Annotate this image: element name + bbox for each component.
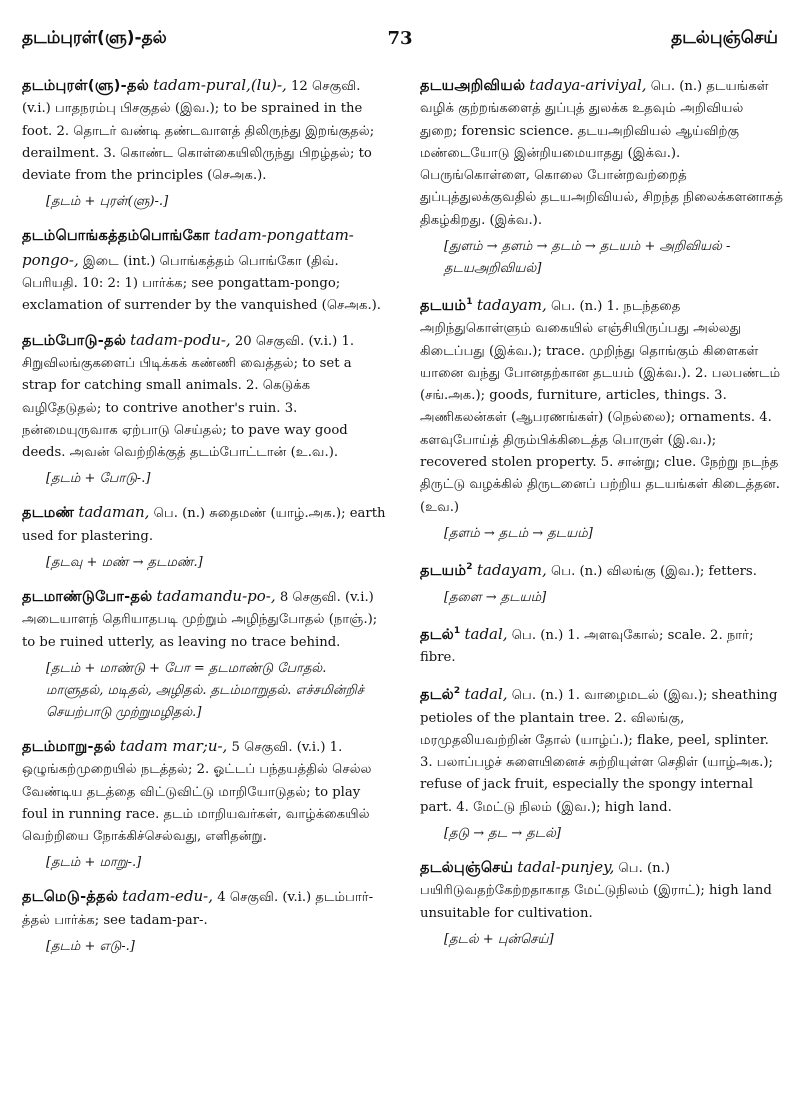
dictionary-entry bbox=[420, 74, 784, 280]
definition: பெ. (n.) 1. அளவுகோல்; scale. 2. நார்; fibre. bbox=[420, 627, 754, 666]
headword: தடல்புஞ்செய் bbox=[420, 860, 514, 877]
etymology: [தடம் + புரள்(ளு)-.] bbox=[46, 194, 169, 210]
headword: தடயஅறிவியல் bbox=[420, 78, 526, 94]
dictionary-entry bbox=[420, 856, 784, 951]
definition: 5 செகுவி. (v.i.) 1. ஒழுங்கற்முறையில் நடத்தல்; 2. ஓட்டப் பந்தயத்தில் செல்ல வேண்டிய தடத்தை விட்டுவிட்டு மாறியோடுதல்; to play foul in running race. தடம் மாறியவர்கள், வாழ்க்கையில் வெற்றியை நோக்கிச்செல்வது, எளிதன்று. bbox=[22, 739, 372, 845]
definition: 4 செகுவி. (v.i.) தடம்பார்-த்தல் பார்க்க; see tadam-par-. bbox=[22, 890, 374, 928]
definition: பெ. (n.) தடயங்கள் வழிக் குற்றங்களைத் துப்புத் துலக்க உதவும் அறிவியல் துறை; forensic science. தடயஅறிவியல் ஆய்விற்கு மண்டையோடு இன்றியமையாதது (இக்வ.). பெருங்கொள்ளை, கொலை போன்றவற்றைத் துப்புத்துலக்குவதில் தடயஅறிவியல், சிறந்த நிலைக்களனாகத் திகழ்கிறது. (இக்வ.). bbox=[420, 79, 784, 228]
etymology: [தடம் + எடு-.] bbox=[46, 939, 135, 955]
transliteration: tadamandu-po-, bbox=[156, 587, 276, 606]
dictionary-entry bbox=[22, 74, 386, 213]
etymology: [தடு → தட → தடல்] bbox=[444, 826, 561, 842]
headword: தடயம்$^2$ bbox=[420, 561, 473, 579]
headword: தடமாண்டுபோ-தல் bbox=[22, 589, 153, 606]
definition: 20 செகுவி. (v.i.) 1. சிறுவிலங்குகளைப் பிடிக்கக் கண்ணி வைத்தல்; to set a strap for catching small animals. 2. கெடுக்க வழிதேடுதல்; to contrive another's ruin. 3. நன்மையுருவாக ஏற்பாடு செய்தல்; to pave way good deeds. அவன் வெற்றிக்குத் தடம்போட்டான் (உ.வ.). bbox=[22, 333, 355, 461]
transliteration: tadaya-ariviyal, bbox=[529, 76, 647, 94]
headword: தடம்மாறு-தல் bbox=[22, 738, 116, 755]
headword: தடம்பொங்கத்தம்பொங்கோ bbox=[22, 228, 210, 245]
transliteration: tadam-pongattam-pongo-, bbox=[22, 226, 354, 269]
definition: பெ. (n.) 1. நடந்ததை அறிந்துகொள்ளும் வகையில் எஞ்சியிருப்பது அல்லது கிடைப்பது (இக்வ.); trace. முறிந்து தொங்கும் கிளைகள் யானை வந்து போனதற்கான தடயம் (இக்வ.). 2. பலபண்டம் (சங்.அக.); goods, furniture, articles, things. 3. அணிகலன்கள் (ஆபரணங்கள்) (நெல்லை); ornaments. 4. களவுபோய்த் திரும்பிக்கிடைத்த பொருள் (இ.வ.); recovered stolen property. 5. சான்று; clue. நேற்று நடந்த திருட்டு வழக்கில் திருடனைப் பற்றிய தடயங்கள் கிடைத்தன. (உவ.) bbox=[420, 298, 781, 515]
etymology: [தடவு + மண் → தடமண்.] bbox=[46, 555, 203, 571]
definition: 8 செகுவி. (v.i.) அடையாளந் தெரியாதபடி முற்றும் அழிந்துபோதல் (நாஞ்.); to be ruined utterly, as leaving no trace behind. bbox=[22, 590, 378, 650]
headword: தடம்போடு-தல் bbox=[22, 332, 127, 349]
header-guide-word-left: தடம்புரள்(ளு)-தல் bbox=[22, 28, 167, 48]
transliteration: tadayam, bbox=[476, 295, 547, 314]
definition: பெ. (n.) விலங்கு (இவ.); fetters. bbox=[551, 563, 757, 579]
transliteration: tadaman, bbox=[78, 503, 150, 522]
headword: தடல்$^1$ bbox=[420, 626, 461, 643]
dictionary-entry bbox=[420, 556, 784, 609]
header-guide-word-right: தடல்புஞ்செய் bbox=[671, 28, 778, 48]
page-number: 73 bbox=[387, 28, 413, 49]
etymology: [தடம் + மாண்டு + போ = தடமாண்டு போதல். மாளுதல், மடிதல், அழிதல். தடம்மாறுதல். எச்சமின்றிச் செயற்பாடு முற்றுமழிதல்.] bbox=[46, 660, 364, 720]
dictionary-entry bbox=[420, 620, 784, 669]
transliteration: tadam mar;u-, bbox=[119, 736, 228, 755]
transliteration: tadayam, bbox=[476, 560, 547, 579]
dictionary-entry bbox=[22, 885, 386, 958]
homonym-number: 1 bbox=[453, 626, 461, 636]
transliteration: tadam-pural,(lu)-, bbox=[153, 76, 287, 94]
left-column bbox=[22, 74, 386, 969]
transliteration: tadam-edu-, bbox=[122, 887, 214, 906]
transliteration: tadal, bbox=[464, 624, 508, 643]
dictionary-entry bbox=[420, 291, 784, 545]
headword: தடமெடு-த்தல் bbox=[22, 889, 119, 906]
dictionary-entry bbox=[22, 585, 386, 724]
etymology: [தளம் → தடம் → தடயம்] bbox=[444, 525, 593, 541]
dictionary-entry bbox=[420, 680, 784, 845]
transliteration: tadal, bbox=[464, 685, 508, 704]
headword: தடம்புரள்(ளு)-தல் bbox=[22, 78, 150, 94]
dictionary-entry bbox=[22, 224, 386, 317]
transliteration: tadam-podu-, bbox=[130, 330, 231, 349]
etymology: [தடம் + மாறு-.] bbox=[46, 855, 142, 871]
homonym-number: 2 bbox=[453, 686, 461, 697]
homonym-number: 2 bbox=[466, 561, 473, 572]
headword: தடயம்$^1$ bbox=[420, 297, 473, 314]
definition: பெ. (n.) சுதைமண் (யாழ்.அக.); earth used for plastering. bbox=[22, 506, 386, 544]
headword: தடமண் bbox=[22, 505, 75, 522]
dictionary-entry bbox=[22, 735, 386, 874]
etymology: [தளை → தடயம்] bbox=[444, 590, 547, 605]
definition: 12 செகுவி. (v.i.) பாதநரம்பு பிசகுதல் (இவ.); to be sprained in the foot. 2. தொடர் வண்டி தண்டவாளத் திலிருந்து இறங்குதல்; derailment. 3. கொண்ட கொள்கையிலிருந்து பிறழ்தல்; to deviate from the principles (செஅக.). bbox=[22, 79, 375, 184]
dictionary-entry bbox=[22, 501, 386, 574]
dictionary-entry bbox=[22, 329, 386, 491]
page-header bbox=[22, 28, 778, 64]
etymology: [துளம் → தளம் → தடம் → தடயம் + அறிவியல் - தடயஅறிவியல்] bbox=[444, 239, 731, 277]
headword: தடல்$^2$ bbox=[420, 686, 461, 704]
definition: இடை (int.) பொங்கத்தம் பொங்கோ (திவ். பெரியதி. 10: 2: 1) பார்க்க; see pongattam-pongo; exclamation of surrender by the vanquished (செஅக.). bbox=[22, 253, 381, 314]
right-column bbox=[420, 74, 784, 962]
etymology: [தடல் + புன்செய்] bbox=[444, 931, 554, 947]
definition: பெ. (n.) 1. வாழைமடல் (இவ.); sheathing petioles of the plantain tree. 2. விலங்கு, மரமுதலியவற்றின் தோல் (யாழ்ப்.); flake, peel, splinter. 3. பலாப்பழச் சுளையினைச் சுற்றியுள்ள செதிள் (யாழ்அக.); refuse of jack fruit, especially the spongy internal part. 4. மேட்டு நிலம் (இவ.); high land. bbox=[420, 688, 778, 815]
homonym-number: 1 bbox=[466, 297, 473, 308]
etymology: [தடம் + போடு-.] bbox=[46, 471, 151, 487]
definition: பெ. (n.) பயிரிடுவதற்கேற்றதாகாத மேட்டுநிலம் (இராட்); high land unsuitable for cultivation. bbox=[420, 861, 772, 921]
transliteration: tadal-punjey, bbox=[517, 858, 615, 877]
